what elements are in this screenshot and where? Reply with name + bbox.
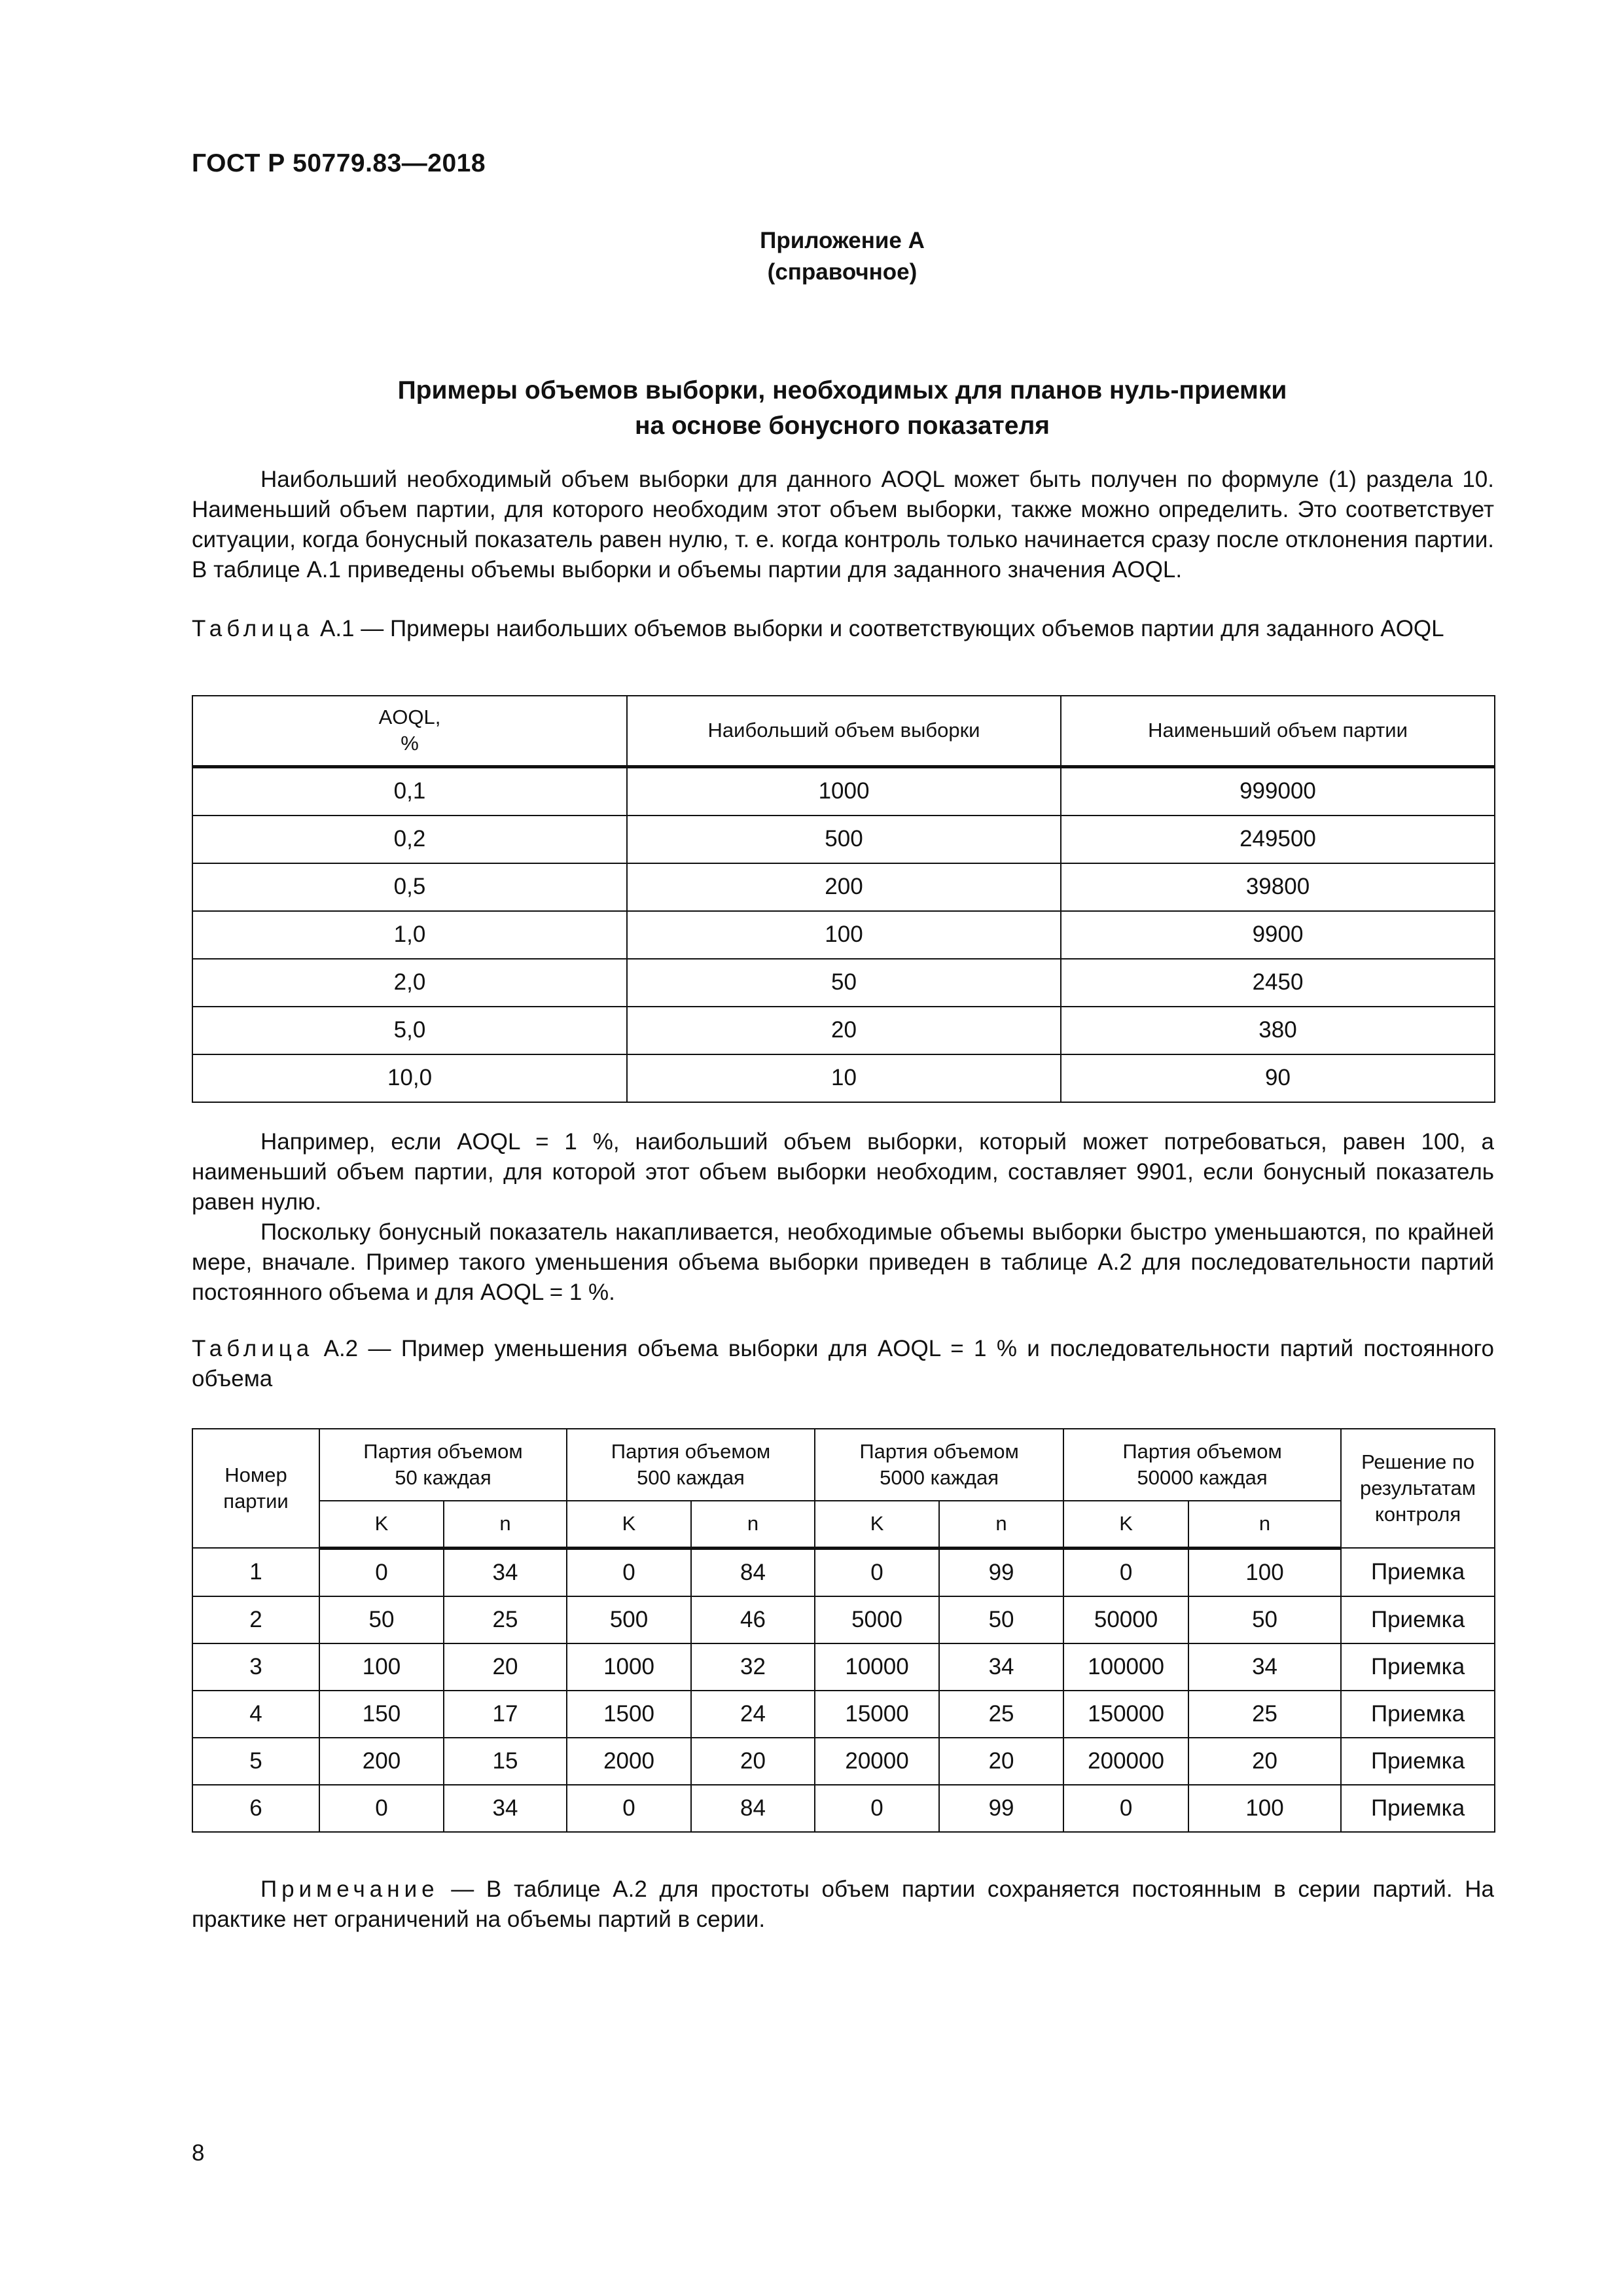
table-a2-body: [192, 1548, 1495, 1832]
table-cell: Приемка: [1341, 1738, 1495, 1785]
table-cell: 1000: [567, 1643, 691, 1691]
table-cell: 150: [319, 1691, 444, 1738]
header-lot-5000: [815, 1429, 1063, 1501]
table-cell: 2450: [1061, 959, 1495, 1007]
appendix-label: Приложение А: [760, 228, 925, 253]
table-cell: 84: [691, 1548, 815, 1596]
table2-caption: [192, 1334, 1494, 1394]
table-cell: 20000: [815, 1738, 939, 1785]
table-cell: 15000: [815, 1691, 939, 1738]
table-cell: 25: [939, 1691, 1063, 1738]
table-cell: 2: [192, 1596, 319, 1643]
header-n-50: n: [444, 1501, 567, 1548]
table-a1: [192, 695, 1495, 1103]
table-cell: 100: [1188, 1548, 1341, 1596]
header-lot-5000-line2: 5000 каждая: [880, 1466, 999, 1489]
table-cell: 0: [1063, 1548, 1188, 1596]
bonus-paragraph: Поскольку бонусный показатель накапливается, необходимые объемы выборки быстро уменьшаются, по крайней мере, вначале. Пример такого уменьшения объема выборки приведен в таблице А.2 для последовательности партий постоянного объема и для AOQL = 1 %.: [192, 1219, 1494, 1305]
table-cell: 34: [939, 1643, 1063, 1691]
table-cell: 4: [192, 1691, 319, 1738]
table-row: [192, 1691, 1495, 1738]
header-decision: [1341, 1429, 1495, 1548]
header-lot-number-line2: партии: [223, 1490, 289, 1513]
table-cell: 2,0: [192, 959, 627, 1007]
table-cell: 90: [1061, 1054, 1495, 1102]
table-cell: 5: [192, 1738, 319, 1785]
table-row: [192, 1738, 1495, 1785]
table-cell: 500: [627, 816, 1061, 863]
table-cell: 10: [627, 1054, 1061, 1102]
table-cell: 34: [1188, 1643, 1341, 1691]
table-cell: 200000: [1063, 1738, 1188, 1785]
table1-caption-text: А.1 — Примеры наибольших объемов выборки и соответствующих объемов партии для заданного AOQL: [319, 616, 1444, 641]
title-line-1: Примеры объемов выборки, необходимых для планов нуль-приемки: [397, 376, 1287, 404]
header-lot-500-line2: 500 каждая: [637, 1466, 745, 1489]
header-decision-line1: Решение по: [1361, 1450, 1475, 1473]
table-row: [192, 1054, 1495, 1102]
appendix-title: [0, 373, 1623, 444]
table-cell: 24: [691, 1691, 815, 1738]
table-cell: 100: [319, 1643, 444, 1691]
header-lot-500-line1: Партия объемом: [611, 1440, 771, 1463]
table-cell: 32: [691, 1643, 815, 1691]
table-cell: 0: [567, 1785, 691, 1832]
header-lot-5000-line1: Партия объемом: [859, 1440, 1019, 1463]
table-cell: 15: [444, 1738, 567, 1785]
standard-code: ГОСТ Р 50779.83—2018: [192, 149, 486, 177]
table-cell: 1000: [627, 766, 1061, 816]
header-lot-500: [567, 1429, 815, 1501]
table-cell: 5,0: [192, 1007, 627, 1054]
table-cell: Приемка: [1341, 1596, 1495, 1643]
table-cell: 1,0: [192, 911, 627, 959]
table-cell: 100: [627, 911, 1061, 959]
header-lot-50-line1: Партия объемом: [363, 1440, 523, 1463]
header-lot-50000-line1: Партия объемом: [1122, 1440, 1282, 1463]
table-row: [192, 1785, 1495, 1832]
table-cell: 5000: [815, 1596, 939, 1643]
header-lot-50-line2: 50 каждая: [395, 1466, 491, 1489]
table-cell: 9900: [1061, 911, 1495, 959]
table-cell: 50: [1188, 1596, 1341, 1643]
table1-caption-label: Таблица: [192, 616, 314, 641]
table-cell: 10000: [815, 1643, 939, 1691]
table-cell: 25: [444, 1596, 567, 1643]
table-cell: 34: [444, 1548, 567, 1596]
header-min-lot: Наименьший объем партии: [1061, 696, 1495, 766]
table-cell: 34: [444, 1785, 567, 1832]
table-cell: 50000: [1063, 1596, 1188, 1643]
table-cell: 17: [444, 1691, 567, 1738]
table-cell: Приемка: [1341, 1548, 1495, 1596]
table-cell: 249500: [1061, 816, 1495, 863]
table-cell: 3: [192, 1643, 319, 1691]
table-row: [192, 816, 1495, 863]
table-row: [192, 1007, 1495, 1054]
table2-caption-label: Таблица: [192, 1336, 314, 1361]
table-cell: 0: [815, 1548, 939, 1596]
intro-paragraph: Наибольший необходимый объем выборки для данного AOQL может быть получен по формуле (1) раздела 10. Наименьший объем партии, для которого необходим этот объем выборки, также можно определить. Это соответствует ситуации, когда бонусный показатель равен нулю, т. е. когда контроль только начинается сразу после отклонения партии. В таблице А.1 приведены объемы выборки и объемы партии для заданного значения AOQL.: [192, 467, 1494, 583]
header-k-50: K: [319, 1501, 444, 1548]
table1-caption: [192, 614, 1494, 644]
table-cell: 200: [627, 863, 1061, 911]
header-n-500: n: [691, 1501, 815, 1548]
table-a2: [192, 1428, 1495, 1833]
table-cell: Приемка: [1341, 1691, 1495, 1738]
note-text: — В таблице А.2 для простоты объем партии сохраняется постоянным в серии партий. На практике нет ограничений на объемы партий в серии.: [192, 1876, 1494, 1932]
table-row: [192, 959, 1495, 1007]
table-cell: 150000: [1063, 1691, 1188, 1738]
header-n-5000: n: [939, 1501, 1063, 1548]
table-cell: 50: [939, 1596, 1063, 1643]
table-cell: 100: [1188, 1785, 1341, 1832]
table-cell: 99: [939, 1785, 1063, 1832]
table-cell: 10,0: [192, 1054, 627, 1102]
table-row: [192, 1548, 1495, 1596]
table-cell: 39800: [1061, 863, 1495, 911]
table2-caption-text: А.2 — Пример уменьшения объема выборки для AOQL = 1 % и последовательности партий постоянного объема: [192, 1336, 1494, 1391]
header-k-500: K: [567, 1501, 691, 1548]
table-cell: 999000: [1061, 766, 1495, 816]
table-cell: Приемка: [1341, 1643, 1495, 1691]
table-cell: Приемка: [1341, 1785, 1495, 1832]
table-cell: 99: [939, 1548, 1063, 1596]
table-cell: 25: [1188, 1691, 1341, 1738]
table-row: [192, 863, 1495, 911]
title-line-2: на основе бонусного показателя: [634, 412, 1050, 440]
header-lot-50000-line2: 50000 каждая: [1137, 1466, 1268, 1489]
table-cell: 0,1: [192, 766, 627, 816]
table-cell: 20: [939, 1738, 1063, 1785]
table-cell: 0: [319, 1548, 444, 1596]
header-n-50000: n: [1188, 1501, 1341, 1548]
table-cell: 50: [319, 1596, 444, 1643]
table-cell: 500: [567, 1596, 691, 1643]
header-lot-50: [319, 1429, 567, 1501]
header-k-5000: K: [815, 1501, 939, 1548]
header-decision-line2: результатам: [1360, 1477, 1476, 1499]
table2-note: [192, 1874, 1494, 1935]
table-cell: 0: [567, 1548, 691, 1596]
table-cell: 1500: [567, 1691, 691, 1738]
table-cell: 380: [1061, 1007, 1495, 1054]
header-lot-number: [192, 1429, 319, 1548]
table-cell: 50: [627, 959, 1061, 1007]
table-cell: 84: [691, 1785, 815, 1832]
table-cell: 0: [815, 1785, 939, 1832]
table-row: [192, 1596, 1495, 1643]
appendix-type: (справочное): [767, 259, 918, 285]
table-row: [192, 766, 1495, 816]
table-cell: 20: [1188, 1738, 1341, 1785]
header-k-50000: K: [1063, 1501, 1188, 1548]
table-cell: 20: [444, 1643, 567, 1691]
table-cell: 46: [691, 1596, 815, 1643]
table-cell: 200: [319, 1738, 444, 1785]
header-aoql: [192, 696, 627, 766]
header-decision-line3: контроля: [1374, 1503, 1461, 1526]
header-lot-50000: [1063, 1429, 1341, 1501]
header-max-sample: Наибольший объем выборки: [627, 696, 1061, 766]
table-cell: 0,5: [192, 863, 627, 911]
table-cell: 20: [627, 1007, 1061, 1054]
note-label: Примечание: [260, 1876, 439, 1902]
appendix-heading: [0, 225, 1623, 288]
table-cell: 6: [192, 1785, 319, 1832]
table-cell: 100000: [1063, 1643, 1188, 1691]
table-cell: 0: [319, 1785, 444, 1832]
table-a1-body: [192, 766, 1495, 1102]
example-paragraph: Например, если AOQL = 1 %, наибольший объем выборки, который может потребоваться, равен 100, а наименьший объем партии, для которой этот объем выборки необходим, составляет 9901, если бонусный показатель равен нулю.: [192, 1129, 1494, 1215]
header-aoql-line1: AOQL,: [378, 706, 441, 729]
page-number: 8: [192, 2140, 205, 2166]
header-lot-number-line1: Номер: [224, 1463, 287, 1486]
table-cell: 1: [192, 1548, 319, 1596]
table-row: [192, 911, 1495, 959]
table-cell: 2000: [567, 1738, 691, 1785]
table-cell: 20: [691, 1738, 815, 1785]
table-cell: 0: [1063, 1785, 1188, 1832]
table-row: [192, 1643, 1495, 1691]
table-cell: 0,2: [192, 816, 627, 863]
header-aoql-line2: %: [401, 732, 419, 755]
